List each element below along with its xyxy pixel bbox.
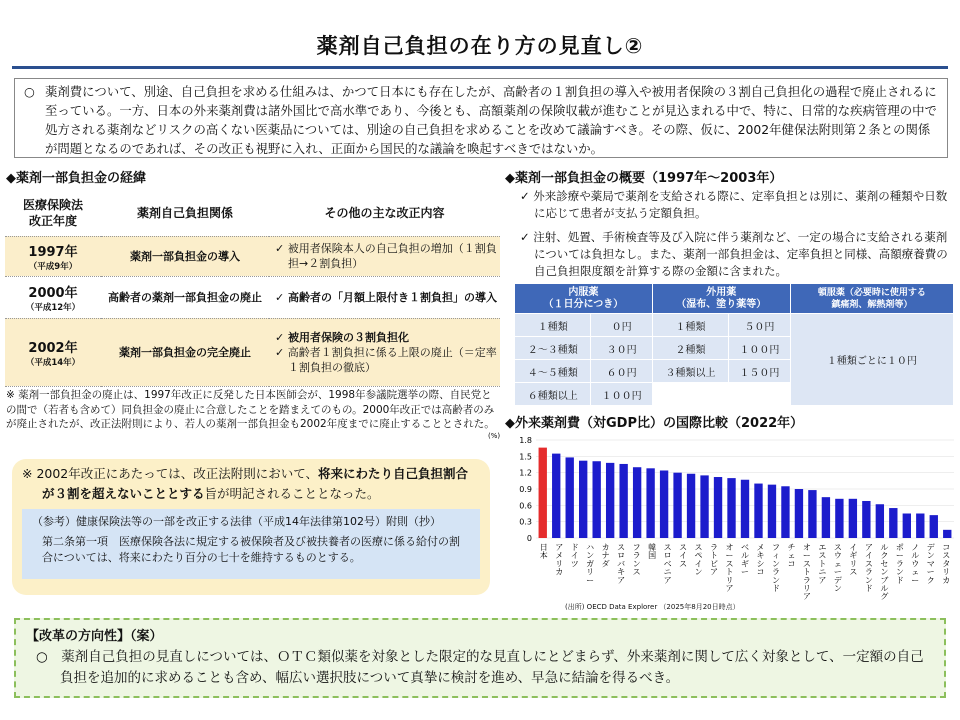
bar <box>849 499 857 538</box>
callout-post: 旨が明記されることとなった。 <box>204 486 380 501</box>
bar <box>646 468 654 538</box>
cell: １種類 <box>515 314 591 337</box>
x-tick-label: スペイン <box>694 543 703 577</box>
row-other: ✓ 高齢者の「月額上限付き１割負担」の導入 <box>275 290 498 304</box>
overview-heading: ◆薬剤一部負担金の概要（1997年～2003年） <box>505 171 783 186</box>
intro-box <box>14 78 948 158</box>
col-tonpuku: 頓服薬（必要時に使用する 鎮痛剤、解熱剤等） <box>790 284 953 314</box>
x-tick-label: 日本 <box>539 543 548 561</box>
row-year-sub: （平成14年） <box>25 357 81 368</box>
row-rel: 薬剤一部負担金の導入 <box>101 236 269 276</box>
x-tick-label: コスタリカ <box>942 543 951 585</box>
bar <box>930 515 938 538</box>
x-tick-label: カナダ <box>601 543 610 569</box>
bar <box>592 461 600 538</box>
row-other: ✓ 高齢者１割負担に係る上限の廃止（＝定率１割負担の徹底） <box>275 345 497 374</box>
overview-check: ✓ 注射、処置、手術検査等及び入院に伴う薬剤など、一定の場合に支給される薬剤については負担なし。また、薬剤一部負担金は、定率負担と同様、高額療養費の自己負担限度額を計算する際の金額に含まれた。 <box>520 230 948 278</box>
history-row <box>5 236 500 276</box>
cell: ２種類 <box>652 337 728 360</box>
cell: ３０円 <box>591 337 652 360</box>
x-tick-label: チェコ <box>787 543 796 569</box>
cell: ０円 <box>591 314 652 337</box>
bar <box>754 484 762 538</box>
bar <box>781 486 789 538</box>
row-year: 1997年 <box>28 244 78 260</box>
bar <box>606 463 614 538</box>
history-table <box>5 190 500 387</box>
cell: ５０円 <box>729 314 790 337</box>
y-tick-label: 0 <box>526 534 532 543</box>
callout-pre: ※ 2002年改正にあたっては、改正法附則において、 <box>22 466 319 481</box>
x-tick-label: スイス <box>679 543 688 569</box>
row-year: 2002年 <box>28 340 78 356</box>
bar <box>673 473 681 538</box>
callout-bold: 将来にわたり自己負担割合が３割を超えないこととする <box>42 466 469 501</box>
history-heading: ◆薬剤一部負担金の経緯 <box>6 171 146 186</box>
y-unit: (%) <box>488 432 501 440</box>
cell: ３種類以上 <box>652 360 728 383</box>
reference-title: （参考）健康保険法等の一部を改正する法律（平成14年法律第102号）附則（抄） <box>32 515 441 528</box>
reform-box <box>14 618 946 698</box>
col-other: その他の主な改正内容 <box>269 190 500 236</box>
reform-text: 薬剤自己負担の見直しについては、ＯＴＣ類似薬を対象とした限定的な見直しにとどまらず、外来薬剤に関して広く対象として、一定額の自己負担を追加的に求めることも含め、幅広い選択肢について真摯に検討を進め、早急に結論を得るべき。 <box>60 649 924 686</box>
reference-box <box>22 509 480 579</box>
history-note: ※ 薬剤一部負担金の廃止は、1997年改正に反発した日本医師会が、1998年参議院選挙の際、自民党との間で（若者も含めて）同負担金の廃止に合意したことを踏まえてのもの。2000年改正では高齢者のみが廃止されたが、改正法附則により、若人の薬剤一部負担金も2002年度までに廃止することとされた。 <box>6 389 495 430</box>
x-tick-label: ノルウェー <box>911 543 920 585</box>
cell: ６０円 <box>591 360 652 383</box>
bar <box>714 477 722 538</box>
charge-table <box>514 283 954 406</box>
col-external: 外用薬 （湿布、塗り薬等） <box>652 284 790 314</box>
reform-bullet: ○ <box>36 649 48 665</box>
bar <box>862 501 870 538</box>
cell-empty <box>652 383 790 406</box>
cell: １００円 <box>729 337 790 360</box>
y-tick-label: 1.5 <box>519 452 532 462</box>
history-row <box>5 318 500 386</box>
x-tick-label: ハンガリー <box>586 543 595 585</box>
bar <box>876 504 884 538</box>
bar <box>808 490 816 538</box>
cell: ６種類以上 <box>515 383 591 406</box>
bar <box>579 461 587 538</box>
bar <box>552 454 560 538</box>
bar <box>889 508 897 538</box>
cell: １００円 <box>591 383 652 406</box>
bar <box>660 470 668 538</box>
bar <box>619 464 627 538</box>
y-tick-label: 0.9 <box>519 485 532 494</box>
bar <box>700 475 708 538</box>
reference-body: 第二条第一項 医療保険各法に規定する被保険者及び被扶養者の医療に係る給付の割合については、将来にわたり百分の七十を維持するものとする。 <box>42 535 460 564</box>
bar <box>835 499 843 538</box>
x-tick-label: ベルギー <box>741 543 749 577</box>
bar <box>727 478 735 538</box>
chart-source: (出所) OECD Data Explorer （2025年8月20日時点） <box>565 603 740 611</box>
col-internal: 内服薬 （１日分につき） <box>515 284 653 314</box>
bar <box>566 457 574 538</box>
row-rel: 薬剤一部負担金の完全廃止 <box>101 318 269 386</box>
cell: ４～５種類 <box>515 360 591 383</box>
cell: ２～３種類 <box>515 337 591 360</box>
bar <box>539 448 547 538</box>
cell: １種類ごとに１０円 <box>790 314 953 406</box>
y-tick-label: 0.3 <box>519 517 532 527</box>
chart-heading: ◆外来薬剤費（対GDP比）の国際比較（2022年） <box>505 416 804 431</box>
bar <box>916 514 924 539</box>
row-other: ✓ 被用者保険本人の自己負担の増加（１割負担→２割負担） <box>275 242 497 270</box>
history-row <box>5 276 500 318</box>
x-tick-label: フィンランド <box>771 543 780 593</box>
row-year: 2000年 <box>28 285 78 301</box>
x-tick-label: エストニア <box>818 543 827 585</box>
x-tick-label: フランス <box>632 543 641 577</box>
bar <box>768 485 776 538</box>
x-tick-label: メキシコ <box>756 543 765 577</box>
bar <box>903 514 911 539</box>
x-tick-label: ドイツ <box>570 543 579 569</box>
bar <box>741 480 749 538</box>
y-tick-label: 1.2 <box>519 468 532 478</box>
page-title: 薬剤自己負担の在り方の見直し② <box>316 34 644 58</box>
row-other: ✓ 被用者保険の３割負担化 <box>275 330 410 344</box>
callout-box <box>12 459 490 595</box>
x-tick-label: スウェーデン <box>833 543 842 593</box>
x-tick-label: スロベニア <box>663 543 672 585</box>
row-rel: 高齢者の薬剤一部負担金の廃止 <box>101 276 269 318</box>
x-tick-label: ルクセンブルグ <box>880 543 889 602</box>
col-year: 医療保険法 改正年度 <box>5 190 101 236</box>
bar <box>795 489 803 538</box>
x-tick-label: 韓国 <box>648 543 657 561</box>
x-tick-label: イギリス <box>849 543 858 577</box>
x-tick-label: ラトビア <box>710 543 719 577</box>
x-tick-label: アイスランド <box>864 543 873 593</box>
reform-heading: 【改革の方向性】（案） <box>26 629 163 644</box>
col-rel: 薬剤自己負担関係 <box>101 190 269 236</box>
intro-text: 薬剤費について、別途、自己負担を求める仕組みは、かつて日本にも存在したが、高齢者の１割負担の導入や被用者保険の３割自己負担化の過程で廃止されるに至っている。一方、日本の外来薬剤費は諸外国比で高水準であり、今後とも、高額薬剤の保険収載が進むことが見込まれる中で、特に、日常的な疾病管理の中で処方される薬剤などリスクの高くない医薬品については、別途の自己負担を求めることを改めて議論すべき。その際、仮に、2002年健保法附則第２条との関係が問題となるのであれば、その改正も視野に入れ、正面から国民的な議論を喚起すべきではないか。 <box>45 84 937 156</box>
x-tick-label: ポーランド <box>895 543 904 585</box>
bar <box>633 467 641 538</box>
row-year-sub: （平成9年） <box>28 261 78 272</box>
bar <box>822 497 830 538</box>
gdp-bar-chart <box>486 428 960 604</box>
x-tick-label: オーストラリア <box>802 543 811 602</box>
bar <box>943 530 951 538</box>
y-tick-label: 1.8 <box>519 436 532 445</box>
x-tick-label: デンマーク <box>926 543 935 585</box>
intro-bullet: ○ <box>24 84 35 99</box>
x-tick-label: スロバキア <box>617 543 626 585</box>
title-rule <box>12 66 948 69</box>
overview-check: ✓ 外来診療や薬局で薬剤を支給される際に、定率負担とは別に、薬剤の種類や日数に応じて患者が支払う定額負担。 <box>520 189 948 220</box>
y-tick-label: 0.6 <box>519 501 532 511</box>
bar <box>687 474 695 538</box>
row-year-sub: （平成12年） <box>25 302 81 313</box>
cell: １種類 <box>652 314 728 337</box>
x-tick-label: アメリカ <box>555 543 564 577</box>
cell: １５０円 <box>729 360 790 383</box>
x-tick-label: オーストリア <box>725 543 734 593</box>
